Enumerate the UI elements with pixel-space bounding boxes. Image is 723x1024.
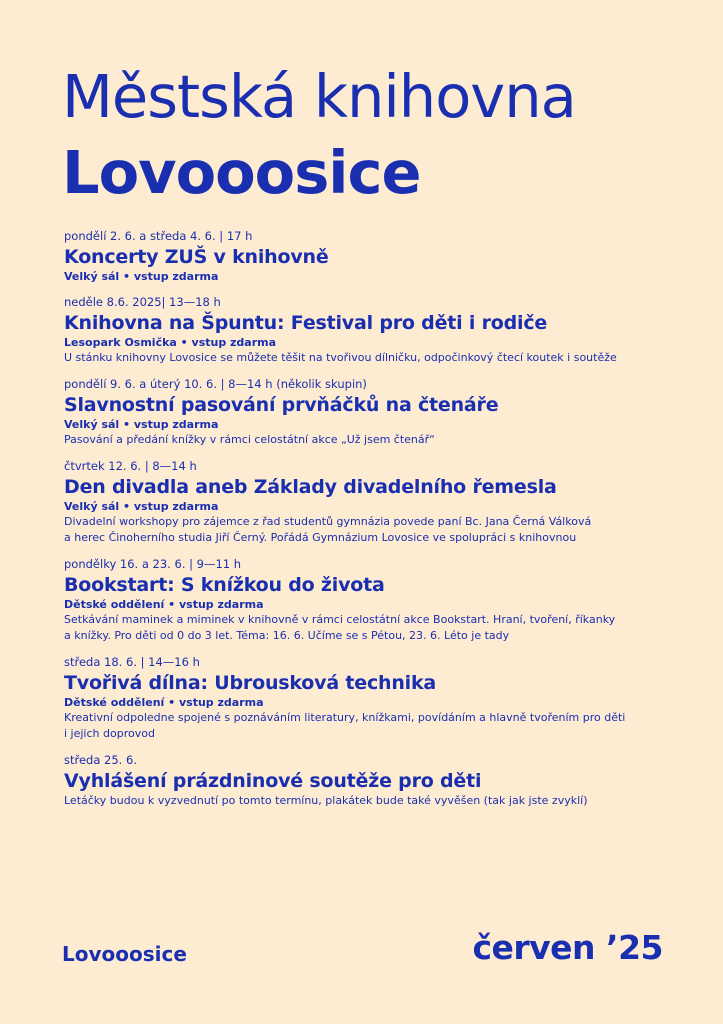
- event-item: [64, 294, 664, 366]
- event-place: Dětské oddělení • vstup zdarma: [64, 696, 264, 709]
- event-title: Tvořivá dílna: Ubrousková technika: [64, 672, 437, 694]
- footer-brand: Lovooosice: [62, 942, 187, 966]
- event-description: Pasování a předání knížky v rámci celostátní akce „Už jsem čtenář“: [64, 433, 435, 446]
- event-place: Velký sál • vstup zdarma: [64, 418, 219, 431]
- event-item: [64, 458, 664, 546]
- event-item: [64, 556, 664, 644]
- event-title: Slavnostní pasování prvňáčků na čtenáře: [64, 394, 499, 416]
- event-description: a knížky. Pro děti od 0 do 3 let. Téma: 16. 6. Učíme se s Pétou, 23. 6. Léto je tady: [64, 629, 510, 642]
- event-item: [64, 228, 664, 284]
- footer-month: červen ’25: [472, 928, 663, 967]
- event-description: Setkávání maminek a miminek v knihovně v rámci celostátní akce Bookstart. Hraní, tvoření, říkanky: [64, 613, 616, 626]
- event-place: Lesopark Osmička • vstup zdarma: [64, 336, 277, 349]
- event-item: [64, 752, 664, 809]
- event-description: Kreativní odpoledne spojené s poznáváním literatury, knížkami, povídáním a hlavně tvořením pro děti: [64, 711, 626, 724]
- title-line-1: Městská knihovna: [62, 62, 576, 131]
- event-description: Divadelní workshopy pro zájemce z řad studentů gymnázia povede paní Bc. Jana Černá Válková: [64, 515, 592, 528]
- event-description: U stánku knihovny Lovosice se můžete těšit na tvořivou dílničku, odpočinkový čtecí koutek i soutěže: [64, 351, 617, 364]
- event-date: čtvrtek 12. 6. | 8—14 h: [64, 459, 197, 473]
- event-date: pondělí 9. 6. a úterý 10. 6. | 8—14 h (několik skupin): [64, 377, 367, 391]
- event-date: středa 25. 6.: [64, 753, 137, 767]
- event-title: Vyhlášení prázdninové soutěže pro děti: [64, 770, 482, 792]
- event-place: Velký sál • vstup zdarma: [64, 500, 219, 513]
- event-date: neděle 8.6. 2025| 13—18 h: [64, 295, 221, 309]
- event-item: [64, 376, 664, 448]
- event-date: středa 18. 6. | 14—16 h: [64, 655, 200, 669]
- event-item: [64, 654, 664, 742]
- event-date: pondělí 2. 6. a středa 4. 6. | 17 h: [64, 229, 253, 243]
- event-title: Bookstart: S knížkou do života: [64, 574, 385, 596]
- event-list: [64, 228, 664, 819]
- event-title: Koncerty ZUŠ v knihovně: [64, 246, 329, 268]
- event-description: i jejich doprovod: [64, 727, 155, 740]
- event-description: Letáčky budou k vyzvednutí po tomto termínu, plakátek bude také vyvěšen (tak jak jste zvyklí): [64, 794, 588, 807]
- title-line-2: Lovooosice: [62, 138, 421, 207]
- event-date: pondělky 16. a 23. 6. | 9—11 h: [64, 557, 242, 571]
- event-title: Den divadla aneb Základy divadelního řemesla: [64, 476, 557, 498]
- event-description: a herec Činoherního studia Jiří Černý. Pořádá Gymnázium Lovosice ve spolupráci s knihovnou: [64, 531, 577, 544]
- event-title: Knihovna na Špuntu: Festival pro děti i rodiče: [64, 312, 548, 334]
- event-place: Dětské oddělení • vstup zdarma: [64, 598, 264, 611]
- event-place: Velký sál • vstup zdarma: [64, 270, 219, 283]
